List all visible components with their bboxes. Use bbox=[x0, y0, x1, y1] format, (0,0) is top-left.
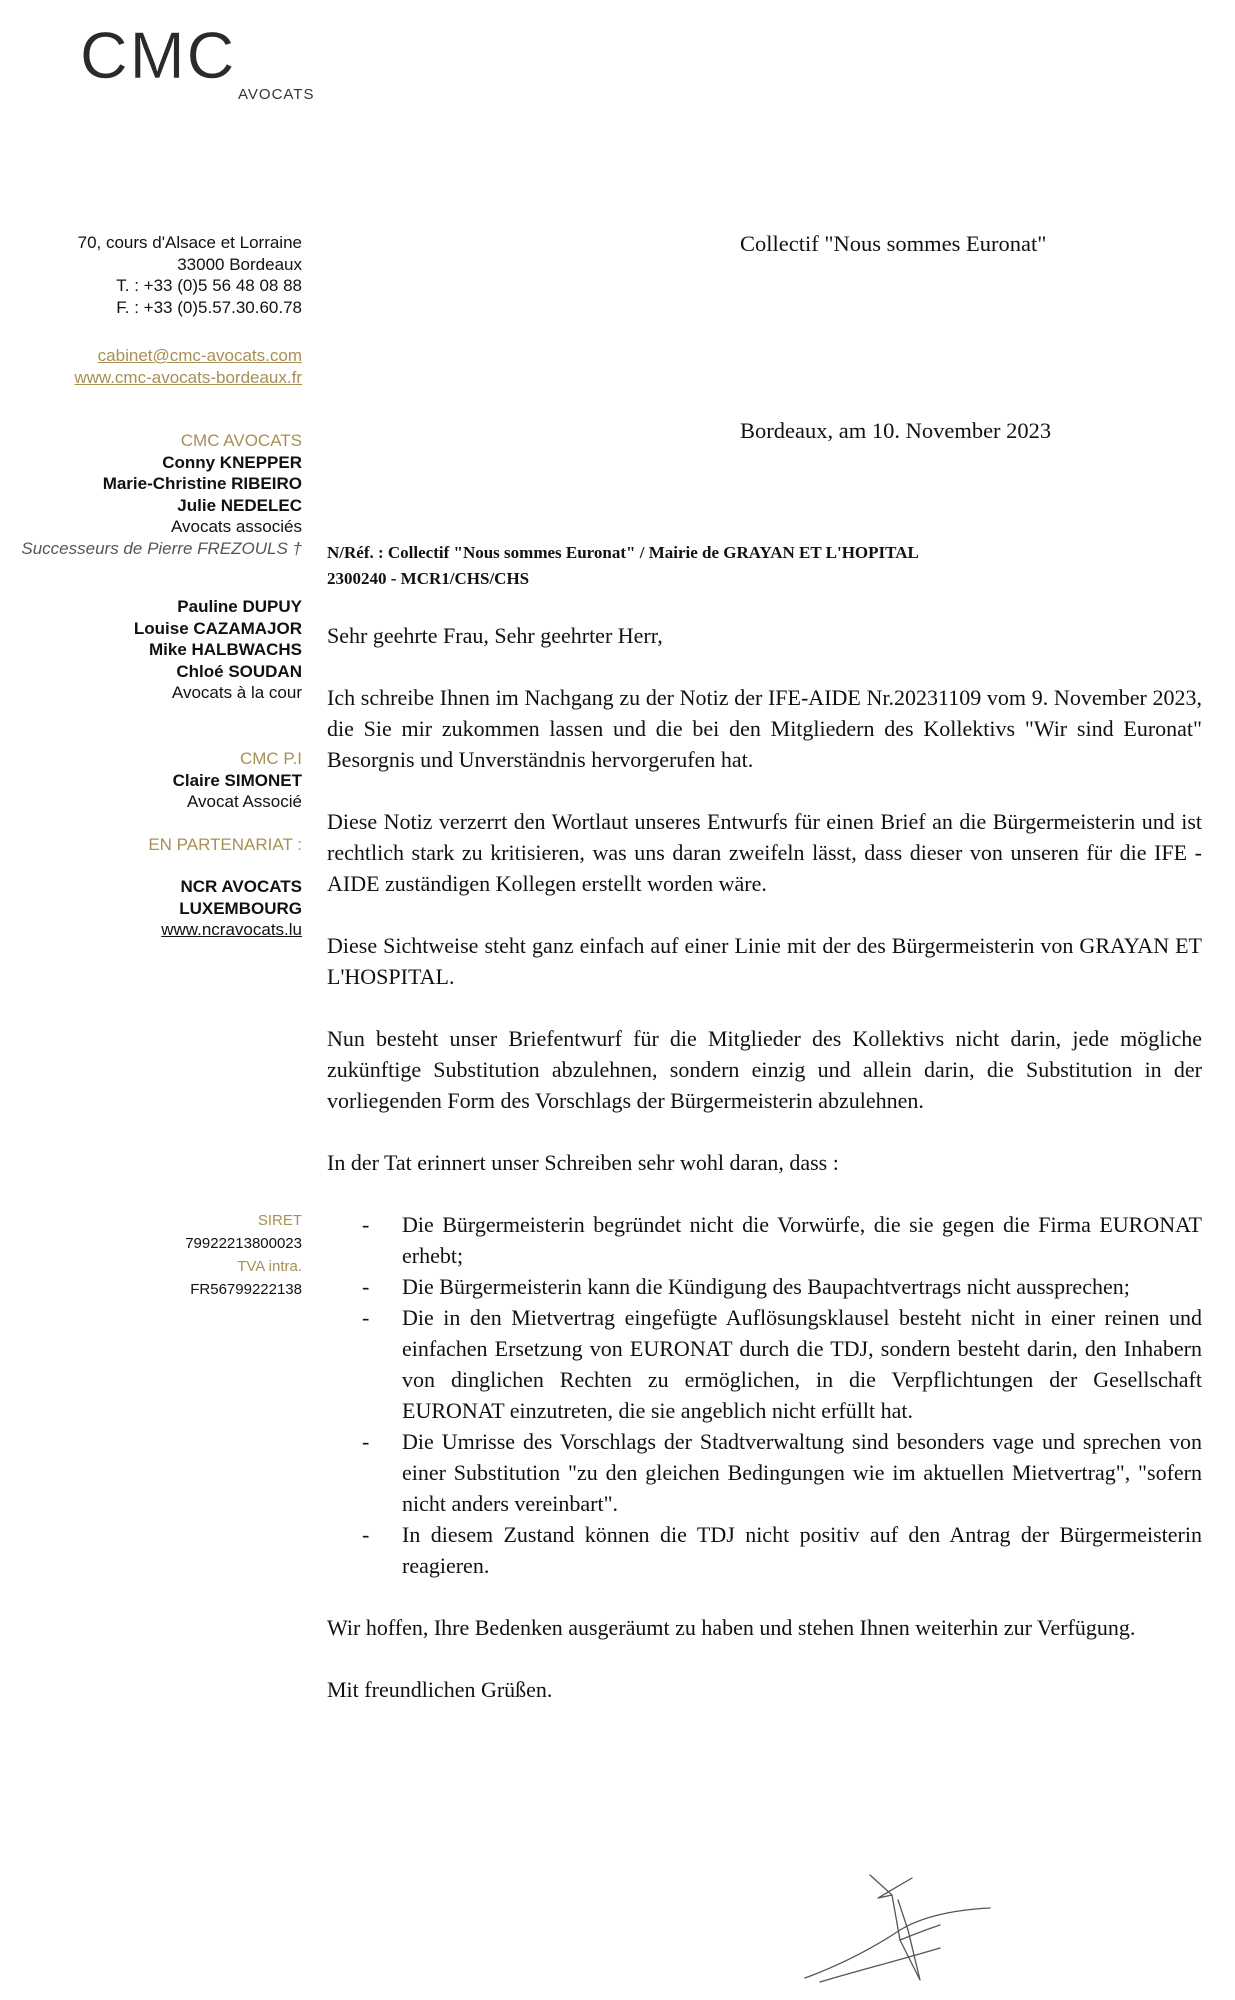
partner-name-3: Julie NEDELEC bbox=[177, 495, 302, 515]
reasons-list bbox=[327, 1209, 1202, 1581]
letter-body bbox=[327, 620, 1202, 1705]
list-item bbox=[327, 1519, 1202, 1581]
successors-note: Successeurs de Pierre FREZOULS † bbox=[21, 538, 302, 558]
partner-firm-name: NCR AVOCATS bbox=[180, 877, 302, 896]
reference-block bbox=[327, 540, 919, 592]
bullet-dash: - bbox=[362, 1429, 370, 1454]
reference-line-2: 2300240 - MCR1/CHS/CHS bbox=[327, 569, 530, 588]
associate-name-3: Mike HALBWACHS bbox=[148, 640, 302, 659]
list-item-text: Die Bürgermeisterin kann die Kündigung des Baupachtvertrags nicht aussprechen; bbox=[402, 1274, 1130, 1299]
firm-address-block bbox=[0, 232, 302, 318]
associate-name-4: Chloé SOUDAN bbox=[176, 661, 302, 681]
associate-name-2: Louise CAZAMAJOR bbox=[133, 618, 302, 638]
letter-date: Bordeaux, am 10. November 2023 bbox=[740, 418, 1052, 443]
reference-line-1: N/Réf. : Collectif "Nous sommes Euronat" / Mairie de GRAYAN ET L'HOPITAL bbox=[327, 543, 919, 562]
list-item-text: In diesem Zustand können die TDJ nicht positiv auf den Antrag der Bürgermeisterin reagieren. bbox=[402, 1522, 1202, 1578]
partnership-heading-block bbox=[0, 834, 302, 856]
logo-main-text: CMC bbox=[80, 18, 237, 92]
paragraph-1: Ich schreibe Ihnen im Nachgang zu der Notiz der IFE-AIDE Nr.20231109 vom 9. November 2023, die Sie mir zukommen lassen und die bei den Mitgliedern des Kollektivs "Wir sind Euronat" Besorgnis und Unverständnis hervorgerufen hat. bbox=[327, 685, 1202, 772]
cmc-pi-title: Avocat Associé bbox=[187, 792, 302, 811]
recipient: Collectif "Nous sommes Euronat" bbox=[740, 231, 1047, 256]
address-line-1: 70, cours d'Alsace et Lorraine bbox=[77, 233, 302, 252]
closing-paragraph: Wir hoffen, Ihre Bedenken ausgeräumt zu haben und stehen Ihnen weiterhin zur Verfügung. bbox=[327, 1615, 1136, 1640]
partners-title: Avocats associés bbox=[170, 517, 302, 536]
fax-number: F. : +33 (0)5.57.30.60.78 bbox=[116, 297, 302, 317]
cmc-pi-block bbox=[0, 748, 302, 813]
partner-name-2: Marie-Christine RIBEIRO bbox=[102, 474, 302, 493]
bullet-dash: - bbox=[362, 1305, 370, 1330]
closing-formula: Mit freundlichen Grüßen. bbox=[327, 1677, 553, 1702]
tva-label: TVA intra. bbox=[237, 1258, 302, 1275]
associates-block bbox=[0, 596, 302, 704]
address-line-2: 33000 Bordeaux bbox=[177, 254, 302, 274]
list-item bbox=[327, 1302, 1202, 1426]
cmc-pi-name: Claire SIMONET bbox=[172, 770, 302, 790]
siret-value: 79922213800023 bbox=[185, 1235, 302, 1252]
signature-graphic bbox=[800, 1870, 1000, 1985]
logo-sub-text: AVOCATS bbox=[238, 86, 315, 103]
partnership-heading: EN PARTENARIAT : bbox=[148, 835, 302, 854]
list-item-text: Die Umrisse des Vorschlags der Stadtverwaltung sind besonders vage und sprechen von einer Substitution "zu den gleichen Bedingungen wie im aktuellen Mietvertrag", "sofern nicht anders vereinbart". bbox=[402, 1429, 1202, 1516]
list-item-text: Die in den Mietvertrag eingefügte Auflösungsklausel besteht nicht in einer reinen und einfachen Ersetzung von EURONAT durch die TDJ, sondern besteht darin, den Inhabern von dinglichen Rechten zu ermöglichen, in die Verpflichtungen der Gesellschaft EURONAT einzutreten, die sie angeblich nicht erfüllt hat. bbox=[402, 1305, 1202, 1423]
partner-firm-location: LUXEMBOURG bbox=[179, 898, 302, 918]
bullet-dash: - bbox=[362, 1522, 370, 1547]
paragraph-4: Nun besteht unser Briefentwurf für die Mitglieder des Kollektivs nicht darin, jede mögliche zukünftige Substitution abzulehnen, sondern einzig und allein darin, die Substitution in der vorliegenden Form des Vorschlags der Bürgermeisterin abzulehnen. bbox=[327, 1026, 1202, 1113]
firm-heading: CMC AVOCATS bbox=[180, 431, 302, 450]
paragraph-5: In der Tat erinnert unser Schreiben sehr wohl daran, dass : bbox=[327, 1150, 839, 1175]
partner-name-1: Conny KNEPPER bbox=[162, 452, 302, 472]
website-link[interactable]: www.cmc-avocats-bordeaux.fr bbox=[74, 367, 302, 387]
bullet-dash: - bbox=[362, 1212, 370, 1237]
tva-value: FR56799222138 bbox=[190, 1281, 302, 1298]
cmc-pi-heading: CMC P.I bbox=[239, 749, 302, 768]
bullet-dash: - bbox=[362, 1274, 370, 1299]
phone-number: T. : +33 (0)5 56 48 08 88 bbox=[116, 276, 302, 295]
list-item-text: Die Bürgermeisterin begründet nicht die Vorwürfe, die sie gegen die Firma EURONAT erhebt; bbox=[402, 1212, 1202, 1268]
associates-title: Avocats à la cour bbox=[171, 683, 302, 702]
salutation: Sehr geehrte Frau, Sehr geehrter Herr, bbox=[327, 623, 663, 648]
associate-name-1: Pauline DUPUY bbox=[177, 597, 302, 616]
partners-block bbox=[0, 430, 302, 559]
partner-website-link[interactable]: www.ncravocats.lu bbox=[161, 920, 302, 939]
paragraph-3: Diese Sichtweise steht ganz einfach auf einer Linie mit der des Bürgermeisterin von GRAYAN ET L'HOSPITAL. bbox=[327, 933, 1202, 989]
list-item bbox=[327, 1271, 1202, 1302]
firm-logo bbox=[80, 18, 330, 103]
firm-contact-block bbox=[0, 345, 302, 388]
registration-block bbox=[0, 1209, 302, 1301]
partner-firm-block bbox=[0, 876, 302, 941]
list-item bbox=[327, 1426, 1202, 1519]
siret-label: SIRET bbox=[257, 1212, 302, 1229]
paragraph-2: Diese Notiz verzerrt den Wortlaut unseres Entwurfs für einen Brief an die Bürgermeisterin und ist rechtlich stark zu kritisieren, was uns daran zweifeln lässt, dass dieser von unseren für die IFE - AIDE zuständigen Kollegen erstellt worden wäre. bbox=[327, 809, 1202, 896]
list-item bbox=[327, 1209, 1202, 1271]
email-link[interactable]: cabinet@cmc-avocats.com bbox=[97, 346, 302, 365]
